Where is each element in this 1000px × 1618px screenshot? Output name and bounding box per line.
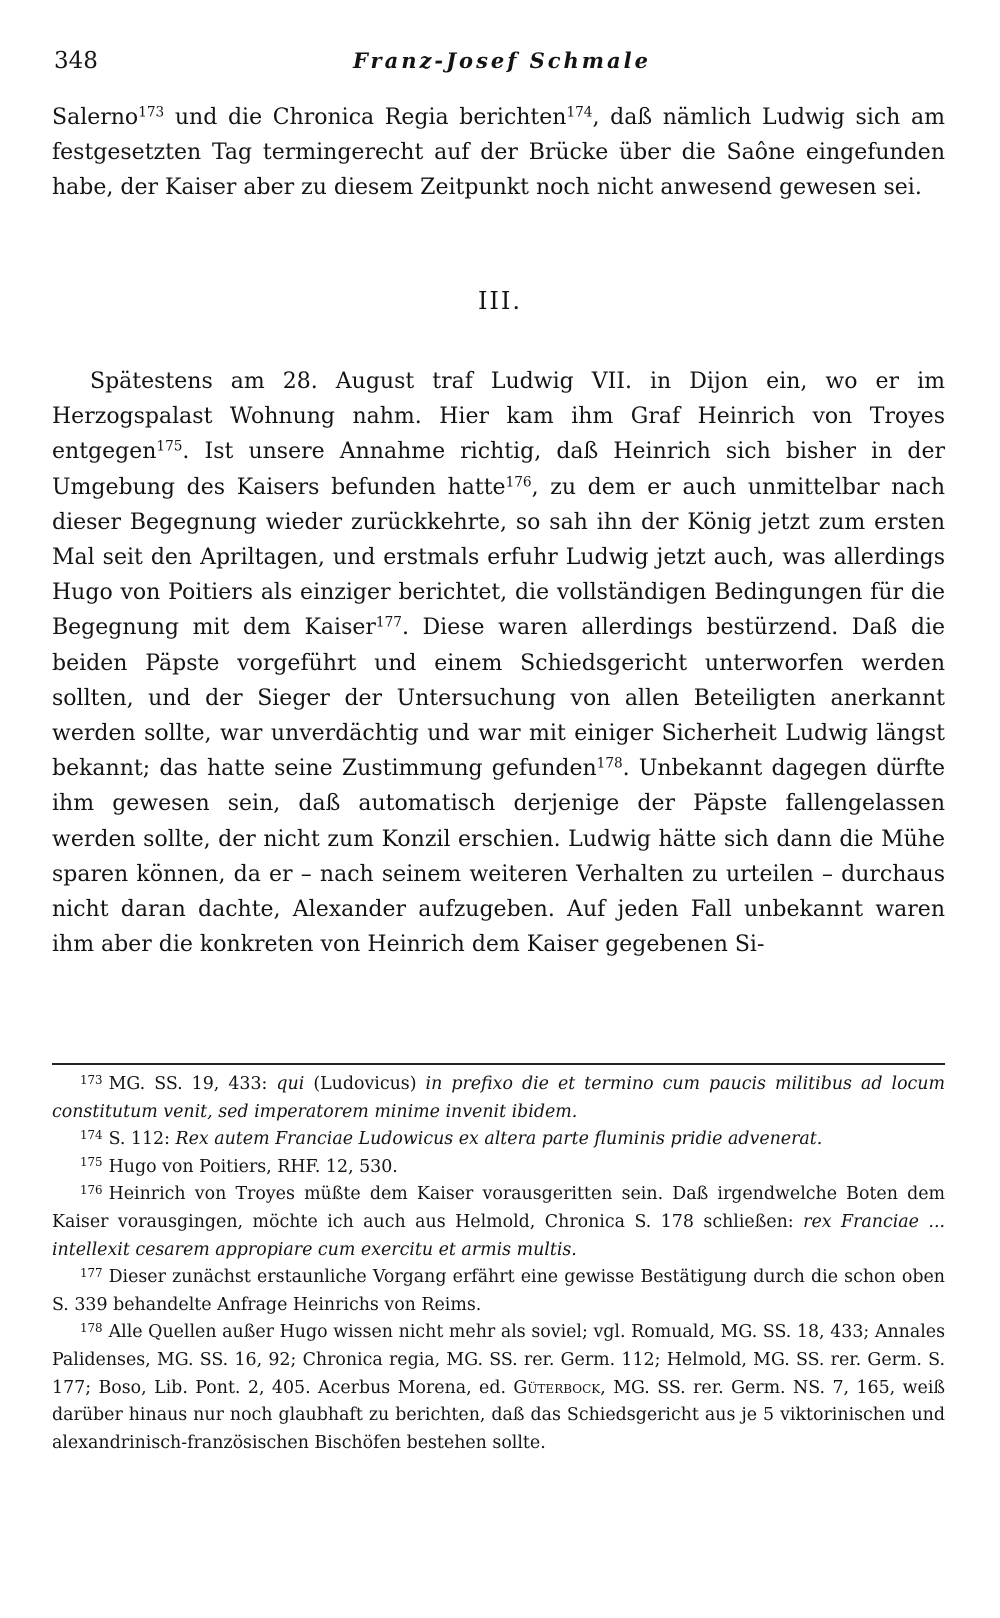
page-number: 348 <box>54 48 98 74</box>
running-title: Franz-Josef Schmale <box>353 48 651 73</box>
footnote-number: 174 <box>80 1127 103 1142</box>
footnote-174 <box>52 1126 945 1154</box>
footnote-ref: 177 <box>375 614 402 631</box>
footnote-ref: 174 <box>566 104 593 121</box>
text-run: Spätestens am 28. August traf Ludwig VII. in Dijon ein, wo er im Herzogspalast Wohnung nahm. Hier kam ihm Graf Heinrich von Troyes entgegen <box>52 369 945 465</box>
footnote-text: Heinrich von Troyes müßte dem Kaiser vorausgeritten sein. Daß irgendwelche Boten dem Kaiser vorausgingen, möchte ich auch aus Helmold, Chronica S. 178 schließen: <box>52 1184 945 1232</box>
footnote-ref: 175 <box>156 438 183 455</box>
footnotes <box>52 1071 945 1457</box>
footnote-text: Hugo von Poitiers, RHF. 12, 530. <box>108 1156 398 1177</box>
text-run: und die Chronica Regia berichten <box>164 105 567 130</box>
footnote-quote: in prefixo die et termino cum paucis militibus ad locum constitutum venit, sed imperatorem minime invenit ibidem. <box>52 1074 945 1122</box>
paragraph-main <box>52 364 945 962</box>
section-heading: III. <box>477 287 523 315</box>
footnote-178 <box>52 1319 945 1457</box>
footnote-quote: Rex autem Franciae Ludowicus ex altera parte fluminis pridie advenerat. <box>175 1129 823 1150</box>
footnote-176 <box>52 1181 945 1264</box>
footnote-text: MG. SS. 19, 433: <box>108 1074 277 1094</box>
footnote-text: , MG. SS. rer. Germ. NS. 7, 165, weiß darüber hinaus nur noch glaubhaft zu berichten, daß das Schiedsgericht aus je 5 viktorinischen und alexandrinisch-französischen Bischöfen bestehen sollte. <box>52 1377 945 1453</box>
text-run: . Diese waren allerdings bestürzend. Daß die beiden Päpste vorgeführt und einem Schiedsgericht unterworfen werden sollten, und der Sieger der Untersuchung von allen Beteiligten anerkannt werden sollte, war unverdächtig und war mit einiger Sicherheit Ludwig längst bekannt; das hatte seine Zustimmung gefunden <box>52 615 946 782</box>
footnote-175 <box>52 1154 945 1182</box>
footnote-ref: 173 <box>138 104 165 121</box>
footnote-text: (Ludovicus) <box>304 1074 426 1094</box>
page-header <box>54 44 950 80</box>
footnote-text: Dieser zunächst erstaunliche Vorgang erfährt eine gewisse Bestätigung durch die schon oben S. 339 behandelte Anfrage Heinrichs von Reims. <box>52 1267 945 1315</box>
footnote-ref: 176 <box>505 474 532 491</box>
footnote-number: 177 <box>80 1265 103 1280</box>
editor-name: Güterbock <box>513 1377 601 1398</box>
footnote-quote: rex Franciae ... intellexit cesarem appropiare cum exercitu et armis multis. <box>52 1211 945 1260</box>
footnote-quote: qui <box>276 1074 305 1094</box>
footnote-text: Alle Quellen außer Hugo wissen nicht mehr als soviel; vgl. Romuald, MG. SS. 18, 433; Annales Palidenses, MG. SS. 16, 92; Chronica regia, MG. SS. rer. Germ. 112; Helmold, MG. SS. rer. Germ. S. 177; Boso, Lib. Pont. 2, 405. Acerbus Morena, ed. <box>52 1322 945 1398</box>
footnote-177 <box>52 1264 945 1319</box>
text-run: , daß nämlich Ludwig sich am festgesetzten Tag termingerecht auf der Brücke über die Saône eingefunden habe, der Kaiser aber zu diesem Zeitpunkt noch nicht anwesend gewesen sei. <box>52 105 945 201</box>
footnote-ref: 178 <box>596 755 623 772</box>
paragraph-continued <box>52 100 945 206</box>
text-run: , zu dem er auch unmittelbar nach dieser Begegnung wieder zurückkehrte, so sah ihn der König jetzt zum ersten Mal seit den Apriltagen, und erstmals erfuhr Ludwig jetzt auch, was allerdings Hugo von Poitiers als einziger berichtet, die vollständigen Bedingungen für die Begegnung mit dem Kaiser <box>52 474 946 641</box>
footnote-text: S. 112: <box>108 1129 176 1150</box>
footnote-number: 175 <box>80 1155 103 1170</box>
footnote-number: 176 <box>80 1183 103 1198</box>
footnote-173 <box>52 1071 945 1126</box>
footnote-number: 173 <box>80 1072 103 1087</box>
text-run: Salerno <box>52 105 139 130</box>
footnote-divider <box>52 1063 945 1065</box>
footnote-number: 178 <box>80 1321 103 1336</box>
text-run: . Unbekannt dagegen dürfte ihm gewesen sein, daß automatisch derjenige der Päpste fallengelassen werden sollte, der nicht zum Konzil erschien. Ludwig hätte sich dann die Mühe sparen können, da er – nach seinem weiteren Verhalten zu urteilen – durchaus nicht daran dachte, Alexander aufzugeben. Auf jeden Fall unbekannt waren ihm aber die konkreten von Heinrich dem Kaiser gegebenen Si- <box>52 756 945 958</box>
text-run: . Ist unsere Annahme richtig, daß Heinrich sich bisher in der Umgebung des Kaisers befunden hatte <box>52 439 945 500</box>
